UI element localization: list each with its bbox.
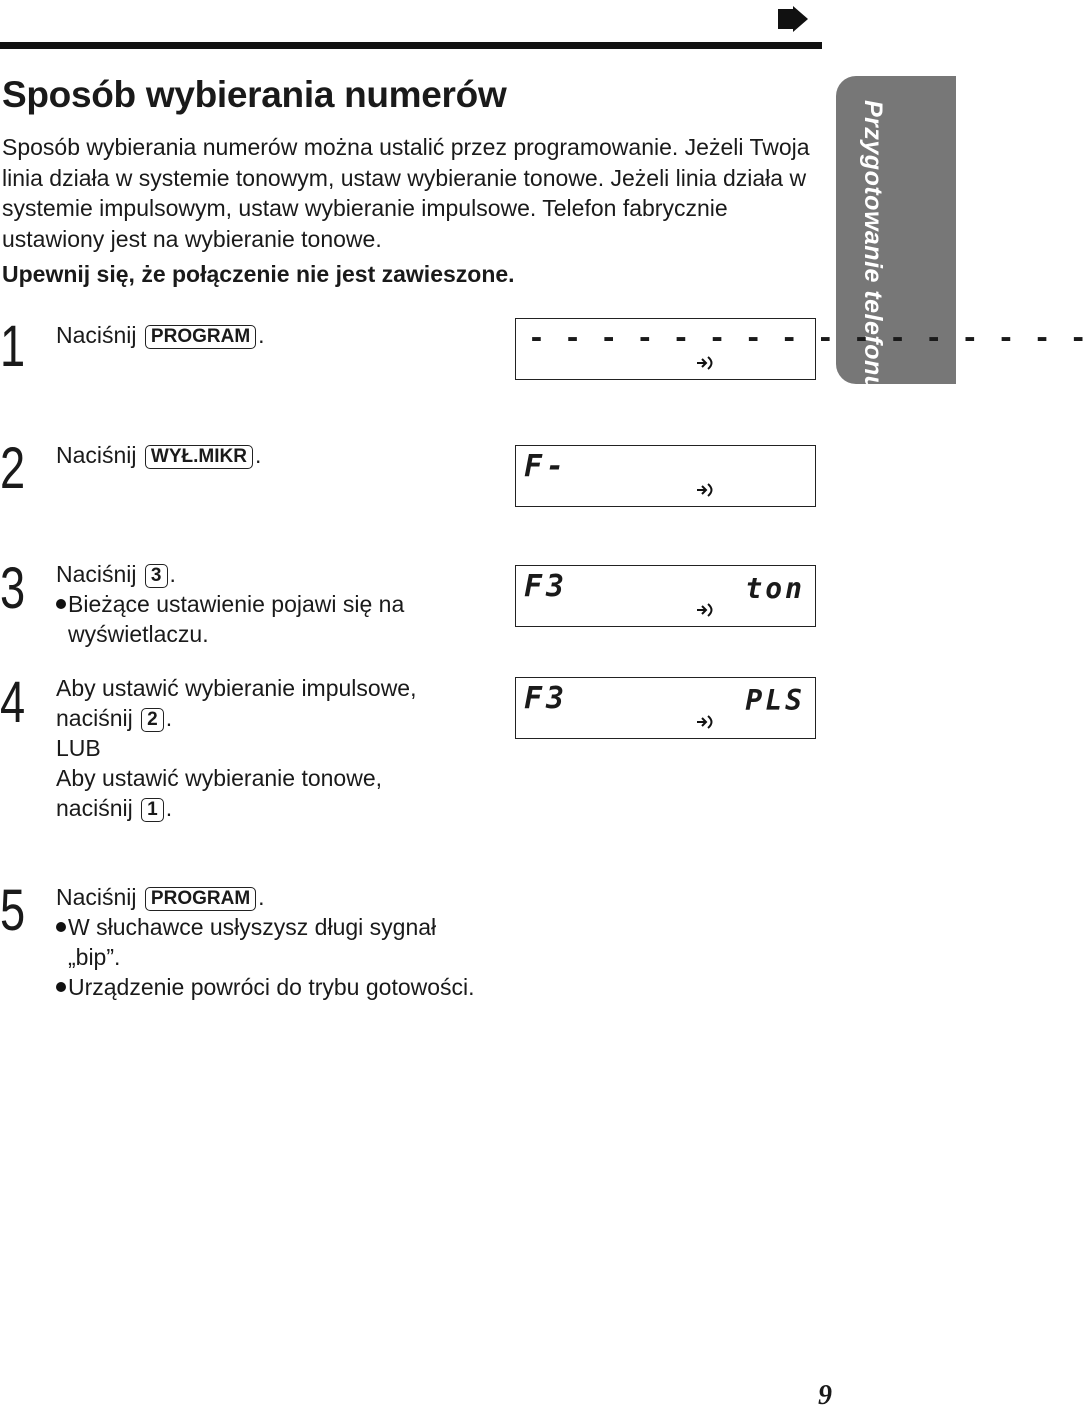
step-4-line-1: Aby ustawić wybieranie impulsowe,: [56, 675, 417, 701]
step-4-line-2-prefix: naciśnij: [56, 705, 133, 731]
step-3-bullet-cont: wyświetlaczu.: [68, 621, 209, 647]
lcd-mode-text: ton: [745, 572, 805, 605]
step-4-line-4-suffix: .: [165, 795, 173, 821]
step-3-text: [56, 559, 404, 649]
arrow-right-icon: [778, 6, 808, 32]
step-5-bullet-2: Urządzenie powróci do trybu gotowości.: [56, 972, 475, 1002]
step-1-text: [56, 320, 265, 350]
step-4-or: LUB: [56, 735, 101, 761]
step-5-number: 5: [0, 878, 26, 943]
top-rule: [0, 42, 822, 49]
step-3-number: 3: [0, 556, 26, 621]
step-5-bullet-1-cont: „bip”.: [68, 944, 121, 970]
intro-note: Upewnij się, że połączenie nie jest zawieszone.: [2, 261, 515, 287]
key-2: 2: [141, 708, 164, 732]
page-title: Sposób wybierania numerów: [2, 74, 507, 115]
step-2-suffix: .: [254, 442, 262, 468]
lcd-text: F-: [524, 449, 569, 484]
step-4-number: 4: [0, 670, 26, 735]
handset-arrow-icon: [696, 355, 716, 371]
step-2-prefix: Naciśnij: [56, 442, 137, 468]
step-3-prefix: Naciśnij: [56, 561, 137, 587]
lcd-text: F3: [524, 569, 569, 604]
step-5-text: [56, 882, 475, 1002]
lcd-display-step-3: [515, 565, 816, 627]
program-key: PROGRAM: [145, 887, 256, 911]
intro-paragraph: Sposób wybierania numerów można ustalić przez programowanie. Jeżeli Twoja linia działa w systemie tonowym, ustaw wybieranie tonowe. Jeżeli linia działa w systemie impulsowym, ustaw wybieranie impulsowe. Telefon fabrycznie ustawiony jest na wybieranie tonowe.: [2, 134, 810, 252]
handset-arrow-icon: [696, 602, 716, 618]
handset-arrow-icon: [696, 482, 716, 498]
intro: [2, 132, 832, 290]
step-5-suffix: .: [258, 884, 265, 910]
lcd-mode-text: PLS: [745, 684, 805, 717]
step-2-text: [56, 440, 261, 470]
program-key: PROGRAM: [145, 325, 256, 349]
step-1-number: 1: [0, 314, 26, 379]
step-1-suffix: .: [258, 322, 265, 348]
lcd-text: F3: [524, 681, 569, 716]
step-3-suffix: .: [169, 561, 176, 587]
step-4-line-3: Aby ustawić wybieranie tonowe,: [56, 765, 382, 791]
mute-key: WYŁ.MIKR: [145, 445, 253, 469]
lcd-display-step-1: [515, 318, 1088, 380]
step-4-line-4-prefix: naciśnij: [56, 795, 133, 821]
step-5-bullet-1: W słuchawce usłyszysz długi sygnał: [56, 912, 475, 942]
key-3: 3: [145, 564, 168, 588]
section-tab-label: Przygotowanie telefonu: [859, 100, 887, 392]
step-3-bullet: Bieżące ustawienie pojawi się na: [56, 589, 404, 619]
lcd-display-step-2: [515, 445, 816, 507]
key-1: 1: [141, 798, 164, 822]
step-4-line-2-suffix: .: [165, 705, 173, 731]
step-2-number: 2: [0, 436, 26, 501]
page-number: 9: [818, 1380, 832, 1411]
handset-arrow-icon: [696, 714, 716, 730]
lcd-display-step-4: [515, 677, 816, 739]
step-1-prefix: Naciśnij: [56, 322, 137, 348]
lcd-text: - - - - - - - - - - - - - - - -: [528, 321, 1088, 354]
step-4-text: [56, 673, 417, 823]
step-5-prefix: Naciśnij: [56, 884, 137, 910]
